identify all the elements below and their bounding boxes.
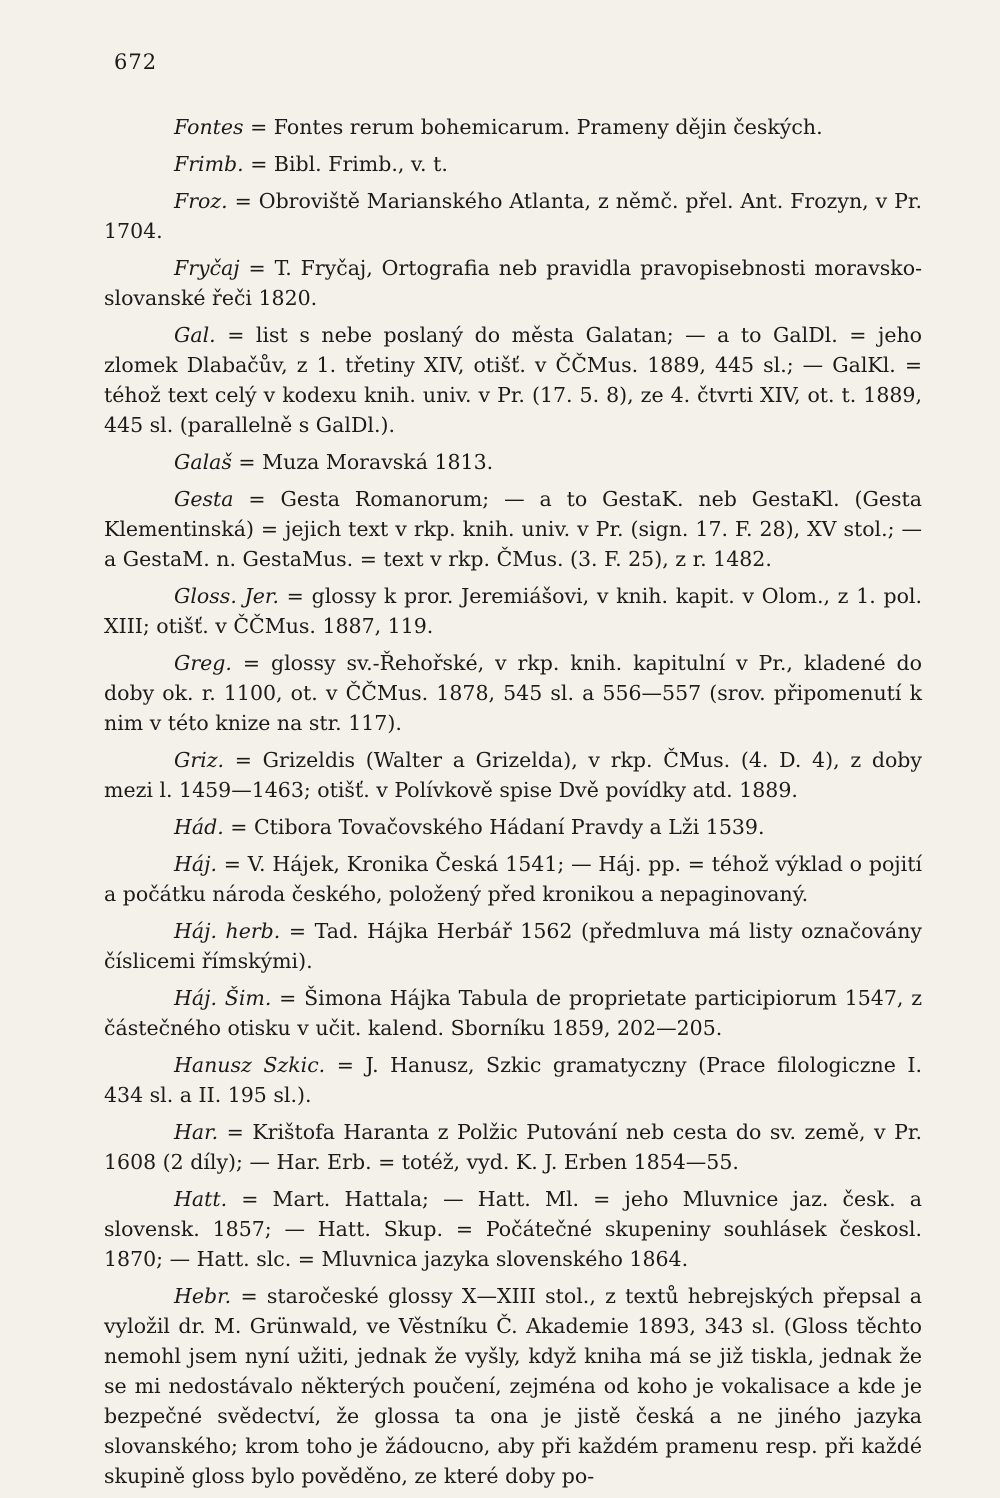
abbreviation-entry [104, 812, 922, 842]
entry-abbreviation: Háj. Šim. [174, 986, 272, 1010]
abbreviation-entry [104, 581, 922, 641]
entry-definition: = Bibl. Frimb., v. t. [243, 152, 448, 176]
entry-abbreviation: Greg. [174, 651, 232, 675]
entry-definition: = J. Hanusz, Szkic gramatyczny (Prace filologiczne I. 434 sl. a II. 195 sl.). [104, 1053, 923, 1107]
abbreviation-list [104, 112, 922, 1498]
abbreviation-entry [104, 1281, 922, 1491]
abbreviation-entry [104, 1117, 922, 1177]
entry-definition: = Mart. Hattala; — Hatt. Ml. = jeho Mluvnice jaz. česk. a slovensk. 1857; — Hatt. Skup. = Počátečné skupeniny souhlásek českosl. 1870; — Hatt. slc. = Mluvnica jazyka slovenského 1864. [104, 1187, 922, 1271]
entry-abbreviation: Gal. [174, 323, 216, 347]
entry-abbreviation: Galaš [174, 450, 232, 474]
abbreviation-entry [104, 849, 922, 909]
abbreviation-entry [104, 648, 922, 738]
entry-abbreviation: Griz. [174, 748, 225, 772]
entry-abbreviation: Hanusz Szkic. [174, 1053, 326, 1077]
abbreviation-entry [104, 983, 922, 1043]
entry-abbreviation: Hád. [174, 815, 224, 839]
entry-abbreviation: Gloss. Jer. [174, 584, 279, 608]
abbreviation-entry [104, 253, 922, 313]
entry-definition: = glossy sv.-Řehořské, v rkp. knih. kapitulní v Pr., kladené do doby ok. r. 1100, ot. v ČČMus. 1878, 545 sl. a 556—557 (srov. připomenutí k nim v této knize na str. 117). [104, 651, 922, 735]
entry-definition: = T. Fryčaj, Ortografia neb pravidla pravopisebnosti moravsko-slovanské řeči 1820. [104, 256, 922, 310]
entry-definition: = Tad. Hájka Herbář 1562 (předmluva má listy označovány číslicemi římskými). [104, 919, 922, 973]
entry-abbreviation: Háj. [174, 852, 217, 876]
abbreviation-entry [104, 1184, 922, 1274]
entry-abbreviation: Har. [174, 1120, 219, 1144]
entry-definition: = Obroviště Marianského Atlanta, z němč. přel. Ant. Frozyn, v Pr. 1704. [104, 189, 922, 243]
entry-abbreviation: Froz. [174, 189, 228, 213]
entry-definition: = V. Hájek, Kronika Česká 1541; — Háj. pp. = téhož výklad o pojití a počátku národa českého, položený před kronikou a nepaginovaný. [104, 852, 922, 906]
abbreviation-entry [104, 320, 922, 440]
abbreviation-entry [104, 484, 922, 574]
entry-definition: = staročeské glossy X—XIII stol., z textů hebrejských přepsal a vyložil dr. M. Grünwald, ve Věstníku Č. Akademie 1893, 343 sl. (Gloss těchto nemohl jsem nyní užiti, jednak že vyšly, když kniha má se již tiskla, jednak že se mi nedostávalo některých poučení, zejména od koho je vokalisace a kde je bezpečné svědectví, že glossa ta ona je jistě česká a ne jiného jazyka slovanského; krom toho je žádoucno, aby při každém pramenu resp. při každé skupině gloss bylo pověděno, ze které doby po- [104, 1284, 922, 1488]
abbreviation-entry [104, 186, 922, 246]
abbreviation-entry [104, 745, 922, 805]
abbreviation-entry [104, 112, 922, 142]
entry-abbreviation: Fontes [174, 115, 244, 139]
page-number: 672 [114, 50, 158, 74]
entry-definition: = Muza Moravská 1813. [231, 450, 494, 474]
entry-definition: = list s nebe poslaný do města Galatan; — a to GalDl. = jeho zlomek Dlabačův, z 1. třetiny XIV, otišť. v ČČMus. 1889, 445 sl.; — GalKl. = téhož text celý v kodexu knih. univ. v Pr. (17. 5. 8), ze 4. čtvrti XIV, ot. t. 1889, 445 sl. (parallelně s GalDl.). [104, 323, 922, 437]
entry-abbreviation: Frimb. [174, 152, 244, 176]
entry-definition: = Gesta Romanorum; — a to GestaK. neb GestaKl. (Gesta Klementinská) = jejich text v rkp. knih. univ. v Pr. (sign. 17. F. 28), XV stol.; — a GestaM. n. GestaMus. = text v rkp. ČMus. (3. F. 25), z r. 1482. [104, 487, 922, 571]
entry-definition: = glossy k pror. Jeremiášovi, v knih. kapit. v Olom., z 1. pol. XIII; otišť. v ČČMus. 1887, 119. [104, 584, 923, 638]
entry-abbreviation: Fryčaj [174, 256, 240, 280]
entry-abbreviation: Hebr. [174, 1284, 232, 1308]
entry-definition: = Fontes rerum bohemicarum. Prameny dějin českých. [243, 115, 823, 139]
entry-definition: = Ctibora Tovačovského Hádaní Pravdy a Lži 1539. [223, 815, 765, 839]
entry-definition: = Grizeldis (Walter a Grizelda), v rkp. ČMus. (4. D. 4), z doby mezi l. 1459—1463; otišť. v Polívkově spise Dvě povídky atd. 1889. [104, 748, 922, 802]
abbreviation-entry [104, 447, 922, 477]
abbreviation-entry [104, 1050, 922, 1110]
entry-abbreviation: Gesta [174, 487, 234, 511]
abbreviation-entry [104, 149, 922, 179]
abbreviation-entry [104, 916, 922, 976]
entry-abbreviation: Háj. herb. [174, 919, 281, 943]
entry-definition: = Krištofa Haranta z Polžic Putování neb cesta do sv. země, v Pr. 1608 (2 díly); — Har. Erb. = totéž, vyd. K. J. Erben 1854—55. [104, 1120, 922, 1174]
entry-definition: = Šimona Hájka Tabula de proprietate participiorum 1547, z částečného otisku v učit. kalend. Sborníku 1859, 202—205. [104, 986, 922, 1040]
entry-abbreviation: Hatt. [174, 1187, 228, 1211]
